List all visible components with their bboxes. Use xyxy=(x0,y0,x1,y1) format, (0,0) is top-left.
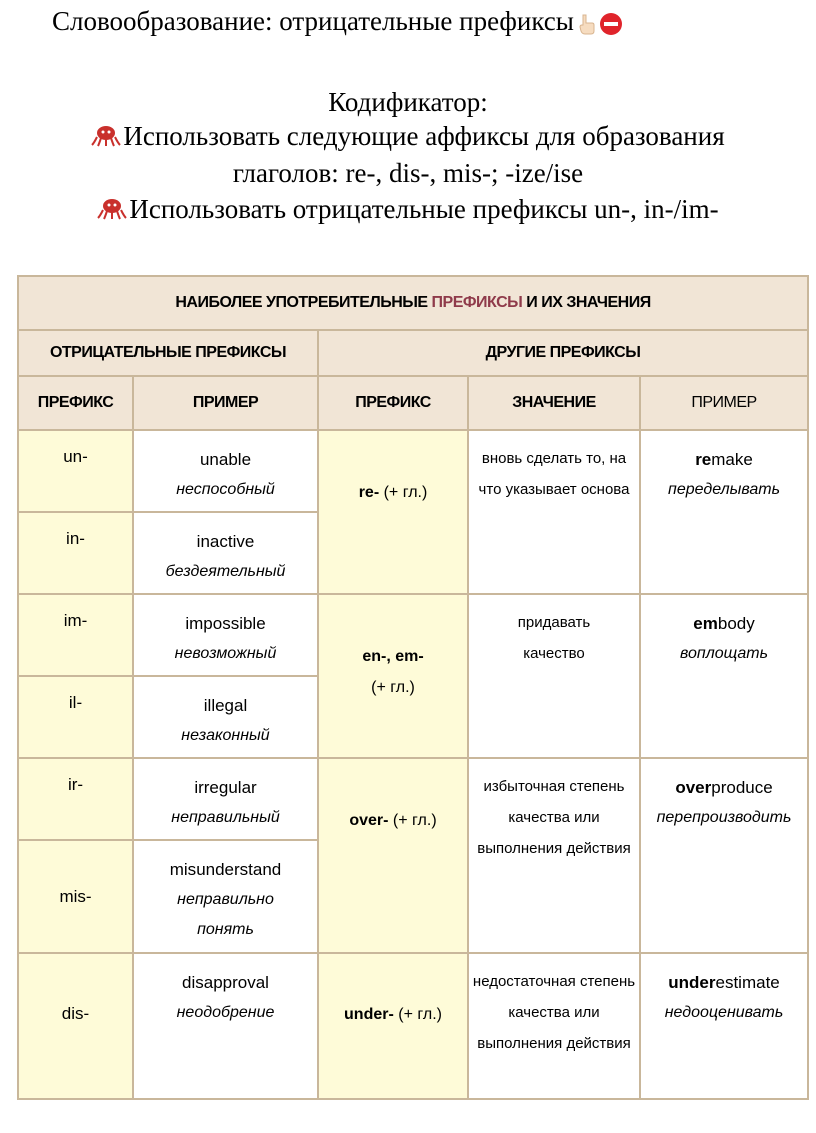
neg-example: unable неспособный xyxy=(133,430,318,512)
col-meaning: ЗНАЧЕНИЕ xyxy=(468,376,640,430)
other-example: remake переделывать xyxy=(640,430,808,594)
col-prefix: ПРЕФИКС xyxy=(18,376,133,430)
neg-prefix: il- xyxy=(18,676,133,758)
neg-example: misunderstand неправильно понять xyxy=(133,840,318,953)
neg-prefix: un- xyxy=(18,430,133,512)
codifier-line-1 xyxy=(0,119,816,153)
other-meaning: придавать качество xyxy=(468,594,640,758)
table-row xyxy=(18,430,808,512)
table-row xyxy=(18,594,808,676)
codifier-line-2: глаголов: re-, dis-, mis-; -ize/ise xyxy=(232,158,584,188)
octopus-icon xyxy=(91,125,121,147)
group-negative: ОТРИЦАТЕЛЬНЫЕ ПРЕФИКСЫ xyxy=(18,330,318,376)
other-meaning: избыточная степень качества или выполнения действия xyxy=(468,758,640,953)
neg-prefix: mis- xyxy=(18,840,133,953)
other-example: underestimate недооценивать xyxy=(640,953,808,1099)
table-row xyxy=(18,758,808,840)
no-entry-icon xyxy=(600,13,622,35)
codifier-line-3-text: Использовать отрицательные префиксы un-, in-/im- xyxy=(129,194,719,224)
codifier-line-1-text: Использовать следующие аффиксы для образования xyxy=(123,121,725,151)
neg-example: disapproval неодобрение xyxy=(133,953,318,1099)
neg-prefix: ir- xyxy=(18,758,133,840)
other-example: embody воплощать xyxy=(640,594,808,758)
caption-part-2: ПРЕФИКСЫ xyxy=(431,294,523,311)
table-caption-row xyxy=(18,276,808,330)
octopus-icon xyxy=(97,198,127,220)
col-prefix-2: ПРЕФИКС xyxy=(318,376,468,430)
other-prefix: en-, em- (+ гл.) xyxy=(318,594,468,758)
col-example-2: ПРИМЕР xyxy=(640,376,808,430)
neg-prefix: in- xyxy=(18,512,133,594)
codifier-label: Кодификатор: xyxy=(328,87,488,117)
neg-prefix: dis- xyxy=(18,953,133,1099)
neg-prefix: im- xyxy=(18,594,133,676)
other-prefix: over- (+ гл.) xyxy=(318,758,468,953)
other-meaning: недостаточная степень качества или выполнения действия xyxy=(468,953,640,1099)
other-meaning: вновь сделать то, на что указывает основа xyxy=(468,430,640,594)
other-prefix: under- (+ гл.) xyxy=(318,953,468,1099)
group-other: ДРУГИЕ ПРЕФИКСЫ xyxy=(318,330,808,376)
neg-example: illegal незаконный xyxy=(133,676,318,758)
col-example: ПРИМЕР xyxy=(133,376,318,430)
table-caption xyxy=(18,276,808,330)
caption-part-1: НАИБОЛЕЕ УПОТРЕБИТЕЛЬНЫЕ xyxy=(175,294,432,311)
neg-example: irregular неправильный xyxy=(133,758,318,840)
pointing-hand-icon xyxy=(576,13,596,35)
page-title xyxy=(52,4,622,38)
caption-part-3: И ИХ ЗНАЧЕНИЯ xyxy=(522,294,651,311)
neg-example: inactive бездеятельный xyxy=(133,512,318,594)
page-title-text: Словообразование: отрицательные префиксы xyxy=(52,6,574,36)
group-header-row xyxy=(18,330,808,376)
other-example: overproduce перепроизводить xyxy=(640,758,808,953)
neg-example: impossible невозможный xyxy=(133,594,318,676)
table-row xyxy=(18,953,808,1099)
codifier-line-3 xyxy=(0,192,816,226)
column-header-row xyxy=(18,376,808,430)
prefix-table xyxy=(17,275,809,1100)
other-prefix: re- (+ гл.) xyxy=(318,430,468,594)
